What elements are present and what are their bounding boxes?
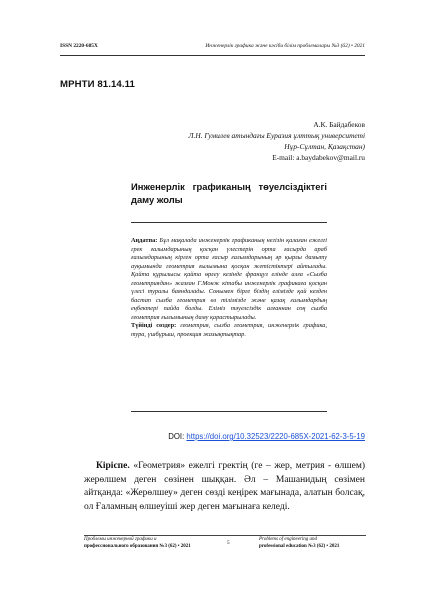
abstract-label: Аңдатпа: bbox=[131, 237, 158, 244]
header-rule bbox=[60, 55, 365, 56]
page-number: 5 bbox=[227, 540, 230, 546]
article-title-line2: даму жолы bbox=[131, 194, 183, 205]
doi-link[interactable]: https://doi.org/10.32523/2220-685X-2021-62-3-5-19 bbox=[186, 432, 365, 441]
body-paragraph bbox=[84, 460, 365, 514]
abstract-rule bbox=[131, 411, 327, 412]
article-title-line1: Инженерлік графиканың төуелсіздіктегі bbox=[131, 181, 327, 192]
abstract-text: Бұл мақалада инженерлік графиканың негізін қалаған ежелгі грек ғалымдарының қосқан үлестерін орта ғасырда араб ғалымдарының кірген орта ғасыр ғалымдарының әр қырлы дамыту ауқымында геометрия ғылымына қосқан жетістіктері айтылады. Қайта құрылысы қайта өрлеу кезінде француз елінде алға «Сызба геометриядан» жазған Г.Монж кітабы инженерлік графикаға қосқан үлесі туралы баяндалады. Сонымен бірге біздің елімізде қай кезден бастап сызба геометрия өз тілімізде және қазақ ғалымдардың еңбектері пайда болды. Еліміз тәуелсіздік алғаннан соң сызба геометрия ғылымының даму қарастырылады. bbox=[131, 237, 327, 321]
journal-title: Инженерлік графика және кәсіби білім проблемалары №3 (62) • 2021 bbox=[205, 43, 365, 49]
article-title bbox=[131, 180, 327, 206]
abstract bbox=[131, 237, 327, 340]
footer-left-line2: профессионального образования №3 (62) • 2021 bbox=[84, 543, 191, 549]
author-email: E-mail: a.baydabekov@mail.ru bbox=[272, 153, 365, 162]
footer-right bbox=[259, 537, 339, 550]
footer-left-line1: Проблемы инженерной графики и bbox=[84, 537, 157, 542]
mrnti-code: МРНТИ 81.14.11 bbox=[60, 79, 135, 90]
doi-label: DOI: bbox=[168, 432, 185, 441]
author-location: Нұр-Сұлтан, Қазақстан) bbox=[284, 142, 365, 151]
footer-rule bbox=[84, 535, 366, 536]
doi bbox=[168, 432, 365, 441]
footer-right-line2: professional education №3 (62) • 2021 bbox=[259, 543, 340, 549]
keywords-text: геометрия, сызба геометрия, инженерлік графика, тура, үшбұрыш, проекция жазықтықтар. bbox=[131, 322, 327, 339]
body-lead: Кіріспе. bbox=[96, 461, 130, 471]
body-text: «Геометрия» ежелгі гректің (ге – жер, метрия - өлшем) жерөлшем деген сөзінен шыққан. Әл – Машанидың сөзімен айтқанда: «Жерөлшеу» деген сөзді кеңірек мағынада, алатын болсақ, ол Ғаламның өлшеуіші жер деген мағынаға келеді. bbox=[84, 461, 365, 512]
footer-left bbox=[84, 537, 191, 550]
issn: ISSN 2220-685X bbox=[60, 43, 98, 49]
title-rule bbox=[131, 222, 327, 223]
running-header bbox=[60, 43, 365, 55]
author-name: А.К. Байдабеков bbox=[313, 120, 365, 129]
keywords-label: Түйінді сөздер: bbox=[131, 322, 177, 330]
footer-right-line1: Problems of engineering and bbox=[259, 537, 318, 542]
author-affiliation: Л.Н. Гумилев атындағы Еуразия ұлттық университеті bbox=[188, 131, 365, 140]
